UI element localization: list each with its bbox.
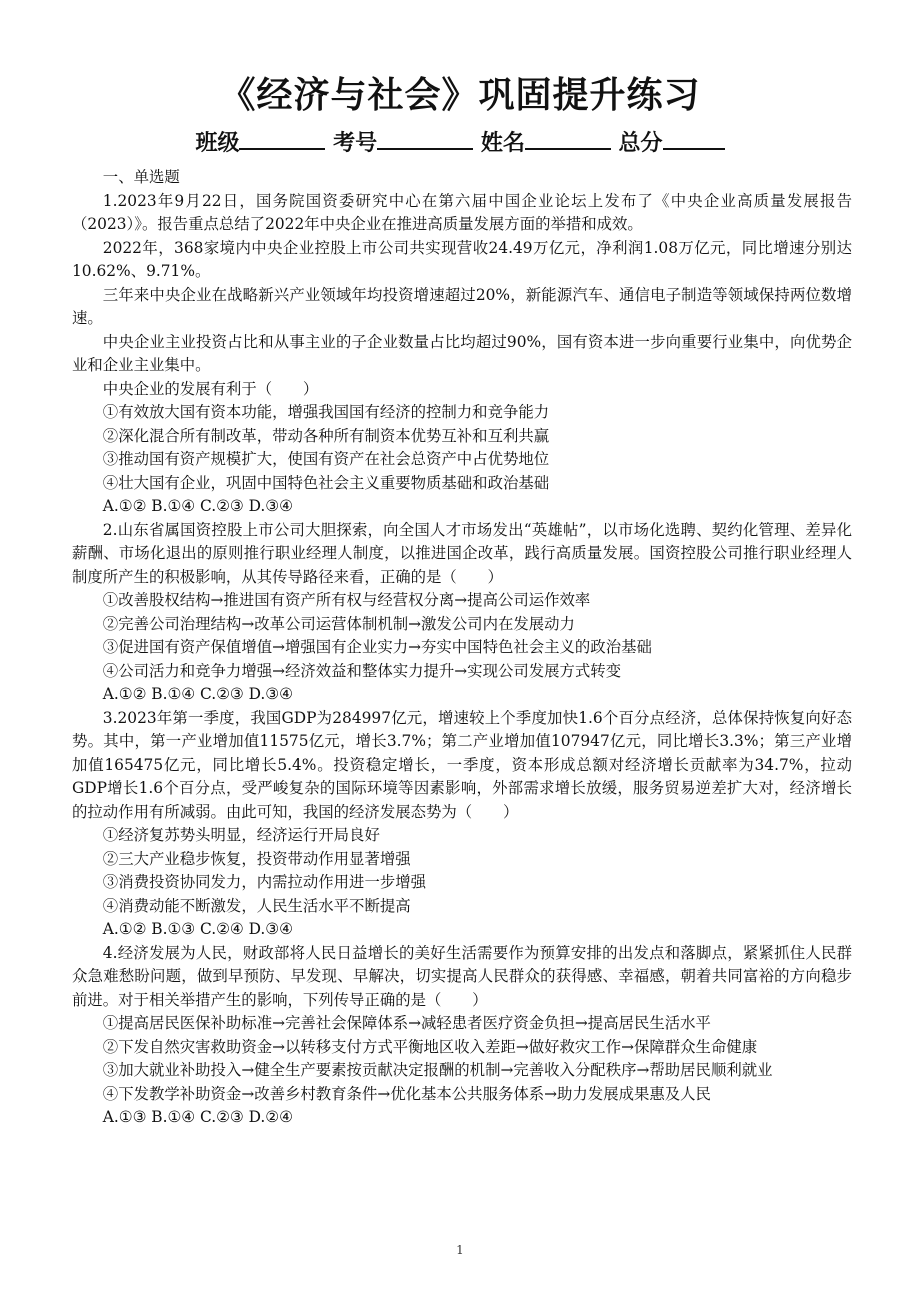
number-label: 考号 <box>333 131 378 156</box>
q1-question: 中央企业的发展有利于（ ） <box>102 379 319 398</box>
q4-item: ③加大就业补助投入→健全生产要素按贡献决定报酬的机制→完善收入分配秩序→帮助居民顺利就业 <box>102 1061 773 1079</box>
score-blank <box>663 128 725 150</box>
q1-stem-para: 三年来中央企业在战略新兴产业领域年均投资增速超过20%，新能源汽车、通信电子制造等领域保持两位数增速。 <box>72 285 852 327</box>
q1-item: ③推动国有资产规模扩大，使国有资产在社会总资产中占优势地位 <box>102 450 550 468</box>
question-1 <box>72 190 852 519</box>
q2-stem: 2.山东省属国资控股上市公司大胆探索，向全国人才市场发出“英雄帖”，以市场化选聘、契约化管理、差异化薪酬、市场化退出的原则推行职业经理人制度，以推进国企改革，践行高质量发展。国资控股公司推行职业经理人制度所产生的积极影响，从其传导路径来看，正确的是（ ） <box>72 520 852 586</box>
q1-stem-para: 1.2023年9月22日，国务院国资委研究中心在第六届中国企业论坛上发布了《中央企业高质量发展报告（2023）》。报告重点总结了2022年中央企业在推进高质量发展方面的举措和成效。 <box>72 191 852 233</box>
name-blank <box>525 128 611 150</box>
q1-stem-para: 2022年，368家境内中央企业控股上市公司共实现营收24.49万亿元，净利润1.08万亿元，同比增速分别达10.62%、9.71%。 <box>72 238 852 280</box>
number-blank <box>377 128 473 150</box>
q2-item: ①改善股权结构→推进国有资产所有权与经营权分离→提高公司运作效率 <box>102 591 591 609</box>
q3-choices: A.①② B.①③ C.②④ D.③④ <box>102 920 293 938</box>
q1-stem-para: 中央企业主业投资占比和从事主业的子企业数量占比均超过90%，国有资本进一步向重要行业集中，向优势企业和企业主业集中。 <box>72 332 852 374</box>
q1-item: ②深化混合所有制改革，带动各种所有制资本优势互补和互利共赢 <box>102 426 550 445</box>
q2-item: ③促进国有资产保值增值→增强国有企业实力→夯实中国特色社会主义的政治基础 <box>102 638 652 656</box>
class-blank <box>239 128 325 150</box>
q2-item: ④公司活力和竞争力增强→经济效益和整体实力提升→实现公司发展方式转变 <box>102 661 622 680</box>
score-label: 总分 <box>618 131 663 156</box>
q4-choices: A.①③ B.①④ C.②③ D.②④ <box>102 1108 293 1126</box>
page-number: 1 <box>456 1243 464 1257</box>
q2-choices: A.①② B.①④ C.②③ D.③④ <box>102 685 293 703</box>
q2-item: ②完善公司治理结构→改革公司运营体制机制→激发公司内在发展动力 <box>102 614 575 633</box>
q4-item: ②下发自然灾害救助资金→以转移支付方式平衡地区收入差距→做好救灾工作→保障群众生命健康 <box>102 1037 758 1056</box>
q4-item: ①提高居民医保补助标准→完善社会保障体系→减轻患者医疗资金负担→提高居民生活水平 <box>102 1014 711 1032</box>
question-4 <box>72 942 852 1130</box>
question-3 <box>72 707 852 942</box>
q3-item: ①经济复苏势头明显，经济运行开局良好 <box>102 826 380 844</box>
page-title: 《经济与社会》巩固提升练习 <box>219 75 701 116</box>
name-label: 姓名 <box>480 131 525 156</box>
question-2 <box>72 519 852 707</box>
q1-choices: A.①② B.①④ C.②③ D.③④ <box>102 497 293 515</box>
q4-item: ④下发教学补助资金→改善乡村教育条件→优化基本公共服务体系→助力发展成果惠及人民 <box>102 1084 711 1103</box>
student-info-line <box>0 128 920 160</box>
q3-item: ③消费投资协同发力，内需拉动作用进一步增强 <box>102 873 427 891</box>
question-content <box>72 166 852 1130</box>
q3-item: ②三大产业稳步恢复，投资带动作用显著增强 <box>102 849 411 868</box>
q3-stem: 3.2023年第一季度，我国GDP为284997亿元，增速较上个季度加快1.6个百分点经济，总体保持恢复向好态势。其中，第一产业增加值11575亿元，增长3.7%；第二产业增加值107947亿元，同比增长3.3%；第三产业增加值165475亿元，同比增长5.4%。投资稳定增长，一季度，资本形成总额对经济增长贡献率为34.7%，拉动GDP增长1.6个百分点，受严峻复杂的国际环境等因素影响，外部需求增长放缓，服务贸易逆差扩大对，经济增长的拉动作用有所减弱。由此可知，我国的经济发展态势为（ ） <box>72 708 852 821</box>
q1-item: ①有效放大国有资本功能，增强我国国有经济的控制力和竞争能力 <box>102 403 550 421</box>
section-heading: 一、单选题 <box>102 168 180 186</box>
q4-stem: 4.经济发展为人民，财政部将人民日益增长的美好生活需要作为预算安排的出发点和落脚点，紧紧抓住人民群众急难愁盼问题，做到早预防、早发现、早解决，切实提高人民群众的获得感、幸福感，朝着共同富裕的方向稳步前进。对于相关举措产生的影响，下列传导正确的是（ ） <box>72 943 852 1009</box>
q1-item: ④壮大国有企业，巩固中国特色社会主义重要物质基础和政治基础 <box>102 473 550 492</box>
class-label: 班级 <box>195 131 240 156</box>
q3-item: ④消费动能不断激发，人民生活水平不断提高 <box>102 896 411 915</box>
